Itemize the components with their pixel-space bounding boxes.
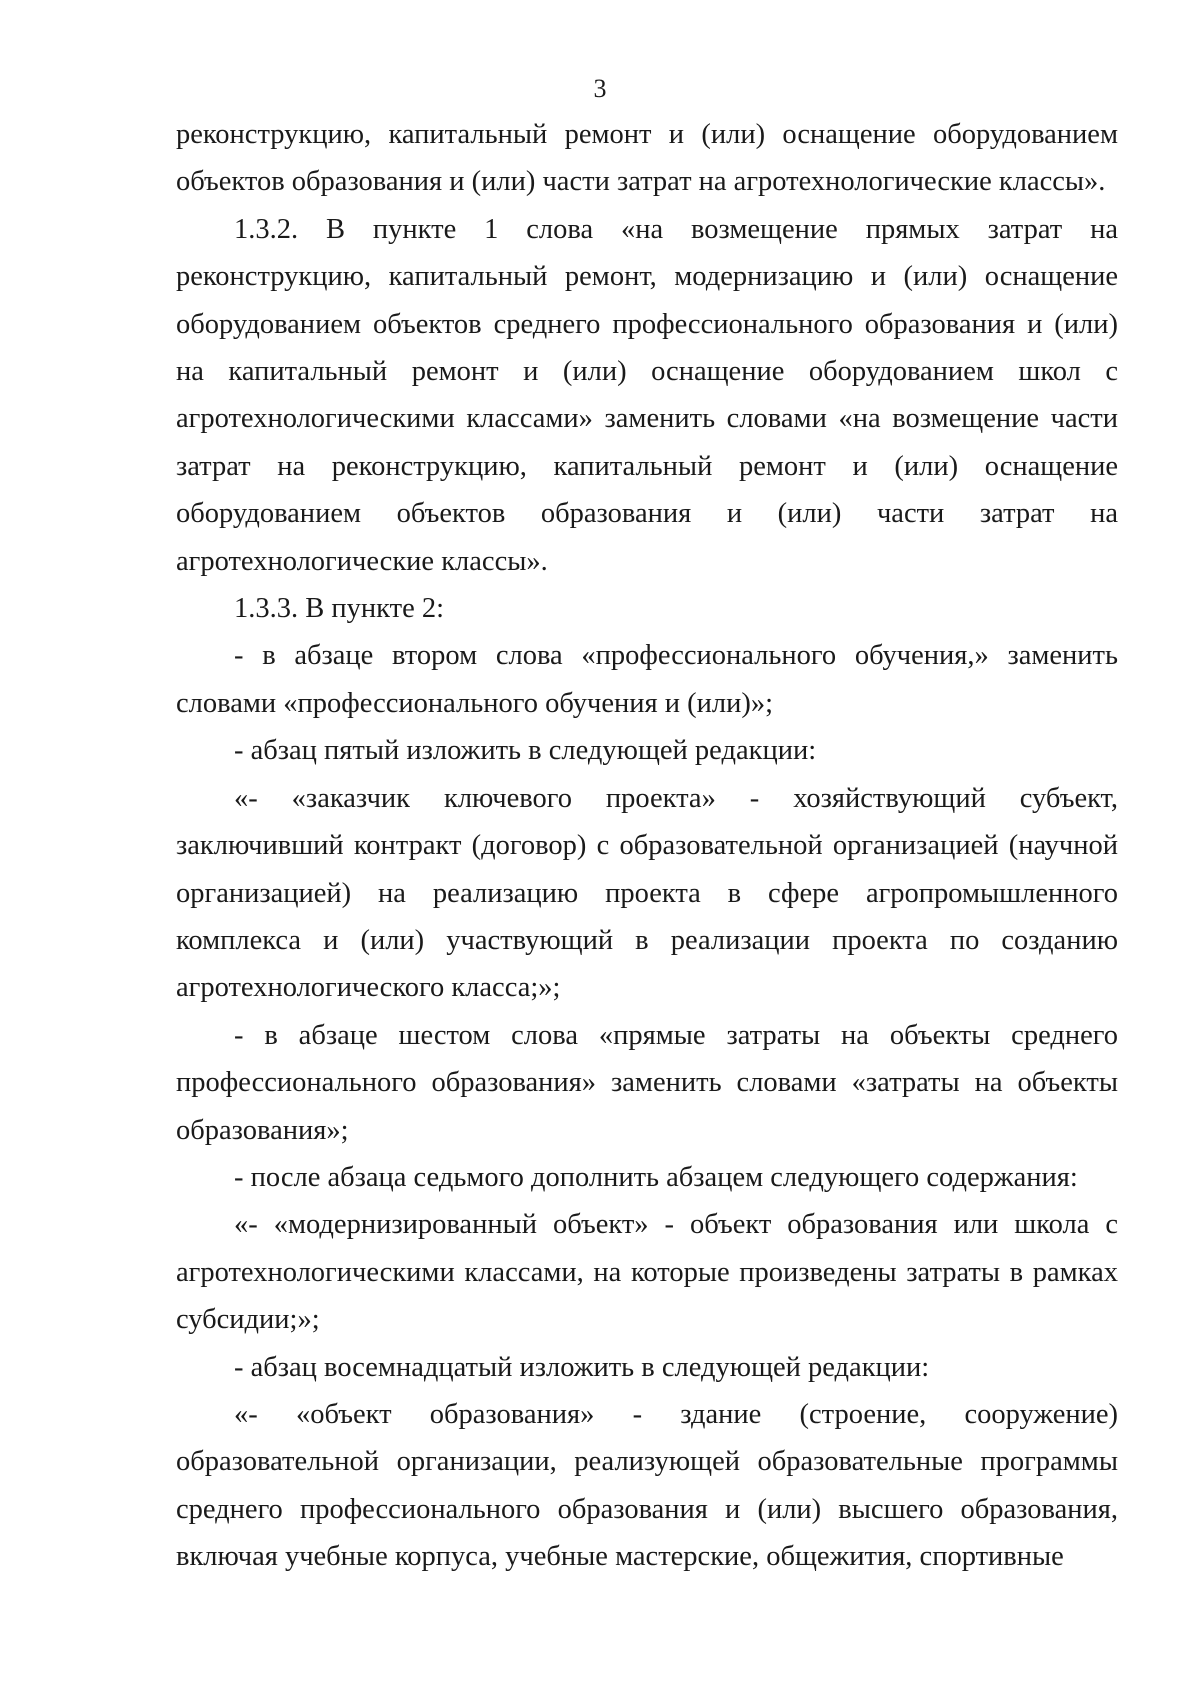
- paragraph-1-3-2: 1.3.2. В пункте 1 слова «на возмещение прямых затрат на реконструкцию, капитальный ремонт, модернизацию и (или) оснащение оборудованием объектов среднего профессионального образования и (или) на капитальный ремонт и (или) оснащение оборудованием школ с агротехнологическими классами» заменить словами «на возмещение части затрат на реконструкцию, капитальный ремонт и (или) оснащение оборудованием объектов образования и (или) части затрат на агротехнологические классы».: [176, 213, 1118, 577]
- paragraph-1-3-3: 1.3.3. В пункте 2:: [234, 593, 445, 625]
- page-number: 3: [593, 74, 607, 103]
- document-body: [176, 111, 1118, 1581]
- paragraph-continuation: реконструкцию, капитальный ремонт и (или) оснащение оборудованием объектов образования и (или) части затрат на агротехнологические классы».: [176, 119, 1118, 198]
- paragraph-zakazchik-definition: «- «заказчик ключевого проекта» - хозяйствующий субъект, заключивший контракт (договор) с образовательной организацией (научной организацией) на реализацию проекта в сфере агропромышленного комплекса и (или) участвующий в реализации проекта по созданию агротехнологического класса;»;: [176, 782, 1118, 1004]
- paragraph-education-object-definition: «- «объект образования» - здание (строение, сооружение) образовательной организации, реализующей образовательные программы среднего профессионального образования и (или) высшего образования, включая учебные корпуса, учебные мастерские, общежития, спортивные: [176, 1398, 1118, 1573]
- paragraph-modernized-object-definition: «- «модернизированный объект» - объект образования или школа с агротехнологическими классами, на которые произведены затраты в рамках субсидии;»;: [176, 1209, 1118, 1336]
- paragraph-abzac-vtoroy: - в абзаце втором слова «профессионального обучения,» заменить словами «профессионального обучения и (или)»;: [176, 640, 1118, 719]
- paragraph-abzac-pyatyy: - абзац пятый изложить в следующей редакции:: [234, 735, 817, 767]
- paragraph-abzac-vosemnadtsatyy: - абзац восемнадцатый изложить в следующей редакции:: [234, 1351, 930, 1383]
- paragraph-abzac-shestoy: - в абзаце шестом слова «прямые затраты на объекты среднего профессионального образования» заменить словами «затраты на объекты образования»;: [176, 1019, 1118, 1146]
- paragraph-abzac-sedmoy: - после абзаца седьмого дополнить абзацем следующего содержания:: [234, 1161, 1078, 1193]
